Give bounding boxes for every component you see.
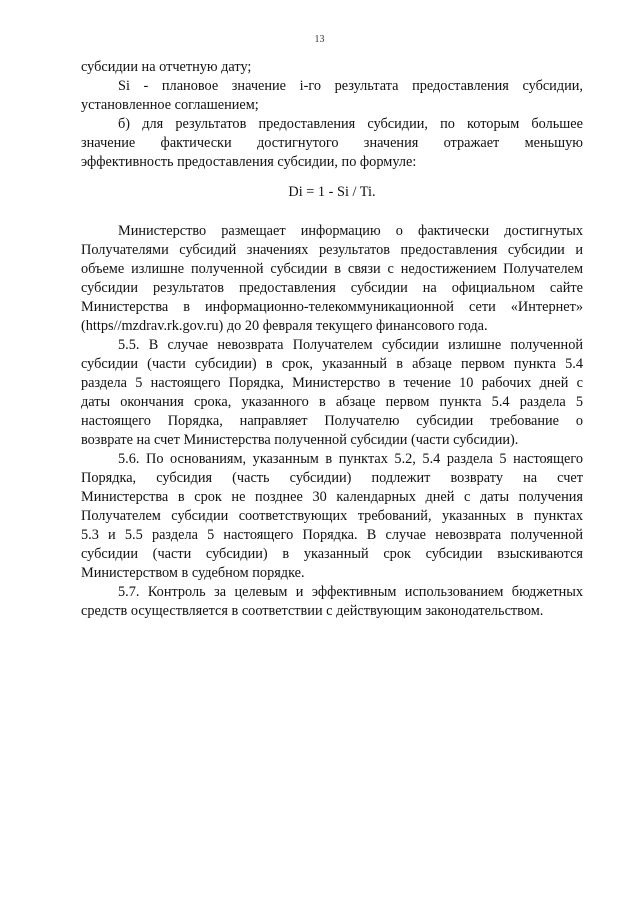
text-line: раздела 5 настоящего Порядка, Министерство в течение 10 рабочих дней с xyxy=(81,375,583,391)
text-line: Министерства в информационно-телекоммуникационной сети «Интернет» xyxy=(81,299,583,315)
text-line: Получателями субсидий значениях результатов предоставления субсидии и xyxy=(81,242,583,258)
text-line: установленное соглашением; xyxy=(81,97,259,113)
text-line: Министерства в срок не позднее 30 календарных дней с даты получения xyxy=(81,489,583,505)
text-line: Министерством в судебном порядке. xyxy=(81,565,305,581)
text-line: б) для результатов предоставления субсидии, по которым большее xyxy=(118,116,583,132)
page-number: 13 xyxy=(314,34,325,45)
text-line: субсидии (части субсидии) в указанный срок субсидии взыскиваются xyxy=(81,546,583,562)
text-line: Si - плановое значение i-го результата предоставления субсидии, xyxy=(118,78,583,94)
text-line: субсидии на отчетную дату; xyxy=(81,59,252,75)
text-line: возврате на счет Министерства полученной субсидии (части субсидии). xyxy=(81,432,519,448)
text-line: объеме излишне полученной субсидии в связи с недостижением Получателем xyxy=(81,261,583,277)
text-line: субсидии (части субсидии) в срок, указанный в абзаце первом пункта 5.4 xyxy=(81,356,583,372)
formula-line: Di = 1 - Si / Ti. xyxy=(288,184,376,200)
text-line: настоящего Порядка, направляет Получателю субсидии требование о xyxy=(81,413,583,429)
text-line: 5.5. В случае невозврата Получателем субсидии излишне полученной xyxy=(118,337,583,353)
text-line: средств осуществляется в соответствии с действующим законодательством. xyxy=(81,603,544,619)
text-line: 5.7. Контроль за целевым и эффективным использованием бюджетных xyxy=(118,584,583,600)
text-line: Порядка, субсидия (часть субсидии) подлежит возврату на счет xyxy=(81,470,583,486)
text-line: Получателем субсидии соответствующих требований, указанных в пунктах xyxy=(81,508,583,524)
text-line: 5.3 и 5.5 раздела 5 настоящего Порядка. В случае невозврата полученной xyxy=(81,527,583,543)
text-line: значение фактически достигнутого значения отражает меньшую xyxy=(81,135,583,151)
text-line: Министерство размещает информацию о фактически достигнутых xyxy=(118,223,583,239)
text-line: эффективность предоставления субсидии, по формуле: xyxy=(81,154,417,170)
text-line: (https//mzdrav.rk.gov.ru) до 20 февраля текущего финансового года. xyxy=(81,318,488,334)
text-line: даты окончания срока, указанного в абзаце первом пункта 5.4 раздела 5 xyxy=(81,394,583,410)
text-line: субсидии результатов предоставления субсидии на официальном сайте xyxy=(81,280,583,296)
text-line: 5.6. По основаниям, указанным в пунктах 5.2, 5.4 раздела 5 настоящего xyxy=(118,451,583,467)
